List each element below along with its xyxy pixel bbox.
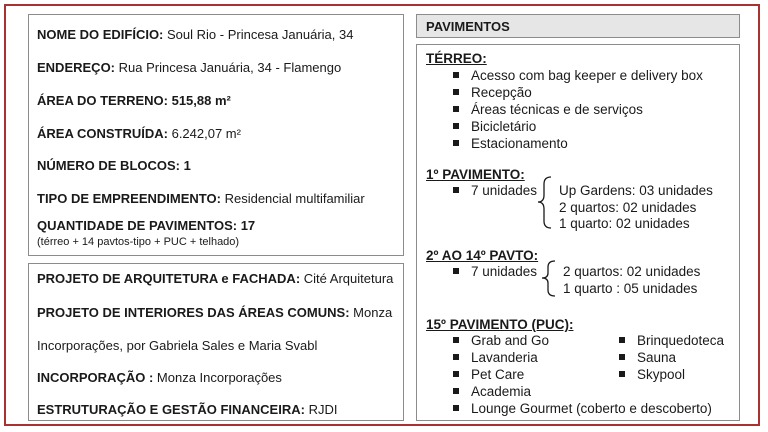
first-floor-title: 1º PAVIMENTO:	[426, 167, 525, 182]
bullet-icon	[453, 371, 459, 377]
incorporation-label: INCORPORAÇÃO :	[37, 370, 154, 385]
type-row	[37, 191, 365, 206]
bullet-icon	[453, 268, 459, 274]
unit-line: 2 quartos: 02 unidades	[559, 200, 697, 215]
type-label: TIPO DE EMPREENDIMENTO:	[37, 191, 221, 206]
interiors-label: PROJETO DE INTERIORES DAS ÁREAS COMUNS:	[37, 305, 350, 320]
building-name-row	[37, 27, 353, 42]
architecture-value: Cité Arquitetura	[303, 271, 394, 286]
list-item: 7 unidades	[453, 264, 537, 279]
bullet-icon	[453, 405, 459, 411]
pavimentos-title: PAVIMENTOS	[426, 19, 510, 34]
list-item: Academia	[453, 384, 531, 399]
floors-value: 17	[240, 218, 256, 233]
land-area-value: 515,88 m²	[171, 93, 231, 108]
bullet-icon	[453, 337, 459, 343]
unit-line: Up Gardens: 03 unidades	[559, 183, 713, 198]
address-label: ENDEREÇO:	[37, 60, 116, 75]
list-item: Áreas técnicas e de serviços	[453, 102, 643, 117]
unit-line: 1 quarto : 05 unidades	[563, 281, 698, 296]
land-area-label: ÁREA DO TERRENO:	[37, 93, 168, 108]
pavimentos-panel	[416, 44, 740, 421]
financing-value: RJDI	[308, 402, 338, 417]
financing-row	[37, 402, 337, 417]
blocks-value: 1	[183, 158, 191, 173]
bullet-icon	[453, 106, 459, 112]
terreo-title: TÉRREO:	[426, 51, 487, 66]
financing-label: ESTRUTURAÇÃO E GESTÃO FINANCEIRA:	[37, 402, 305, 417]
land-area-row	[37, 93, 231, 108]
interiors-continuation: Incorporações, por Gabriela Sales e Maria Svabl	[37, 338, 318, 353]
incorporation-row	[37, 370, 282, 385]
unit-line: 1 quarto: 02 unidades	[559, 216, 690, 231]
list-item: Sauna	[619, 350, 676, 365]
building-name-label: NOME DO EDIFÍCIO:	[37, 27, 164, 42]
address-value: Rua Princesa Januária, 34 - Flamengo	[118, 60, 342, 75]
address-row	[37, 60, 341, 75]
bullet-icon	[453, 89, 459, 95]
blocks-label: NÚMERO DE BLOCOS:	[37, 158, 180, 173]
type-value: Residencial multifamiliar	[224, 191, 365, 206]
list-item: Pet Care	[453, 367, 524, 382]
pavimentos-header	[416, 14, 740, 38]
list-item: Lounge Gourmet (coberto e descoberto)	[453, 401, 712, 416]
building-name-value: Soul Rio - Princesa Januária, 34	[167, 27, 354, 42]
unit-line: 2 quartos: 02 unidades	[563, 264, 701, 279]
list-item: Skypool	[619, 367, 685, 382]
bullet-icon	[619, 337, 625, 343]
list-item: Recepção	[453, 85, 532, 100]
list-item: Lavanderia	[453, 350, 538, 365]
interiors-value: Monza	[353, 305, 393, 320]
interiors-row	[37, 305, 392, 320]
list-item: Brinquedoteca	[619, 333, 724, 348]
curly-brace-icon	[535, 175, 555, 231]
architecture-label: PROJETO DE ARQUITETURA e FACHADA:	[37, 271, 301, 286]
list-item: 7 unidades	[453, 183, 537, 198]
typical-floors-title: 2º AO 14º PAVTO:	[426, 248, 539, 263]
bullet-icon	[453, 354, 459, 360]
floors-row	[37, 218, 255, 233]
built-area-row	[37, 126, 241, 141]
bullet-icon	[619, 371, 625, 377]
bullet-icon	[453, 187, 459, 193]
floors-note: (térreo + 14 pavtos-tipo + PUC + telhado)	[37, 236, 240, 248]
bullet-icon	[453, 388, 459, 394]
floors-label: QUANTIDADE DE PAVIMENTOS:	[37, 218, 238, 233]
credits-panel	[28, 263, 404, 421]
curly-brace-icon	[539, 259, 559, 299]
list-item: Estacionamento	[453, 136, 568, 151]
bullet-icon	[619, 354, 625, 360]
architecture-row	[37, 271, 393, 286]
puc-title: 15º PAVIMENTO (PUC):	[426, 317, 574, 332]
building-info-panel	[28, 14, 404, 256]
bullet-icon	[453, 123, 459, 129]
list-item: Acesso com bag keeper e delivery box	[453, 68, 703, 83]
list-item: Bicicletário	[453, 119, 536, 134]
built-area-label: ÁREA CONSTRUÍDA:	[37, 126, 168, 141]
list-item: Grab and Go	[453, 333, 549, 348]
blocks-row	[37, 158, 191, 173]
built-area-value: 6.242,07 m²	[171, 126, 241, 141]
incorporation-value: Monza Incorporações	[156, 370, 282, 385]
bullet-icon	[453, 72, 459, 78]
bullet-icon	[453, 140, 459, 146]
